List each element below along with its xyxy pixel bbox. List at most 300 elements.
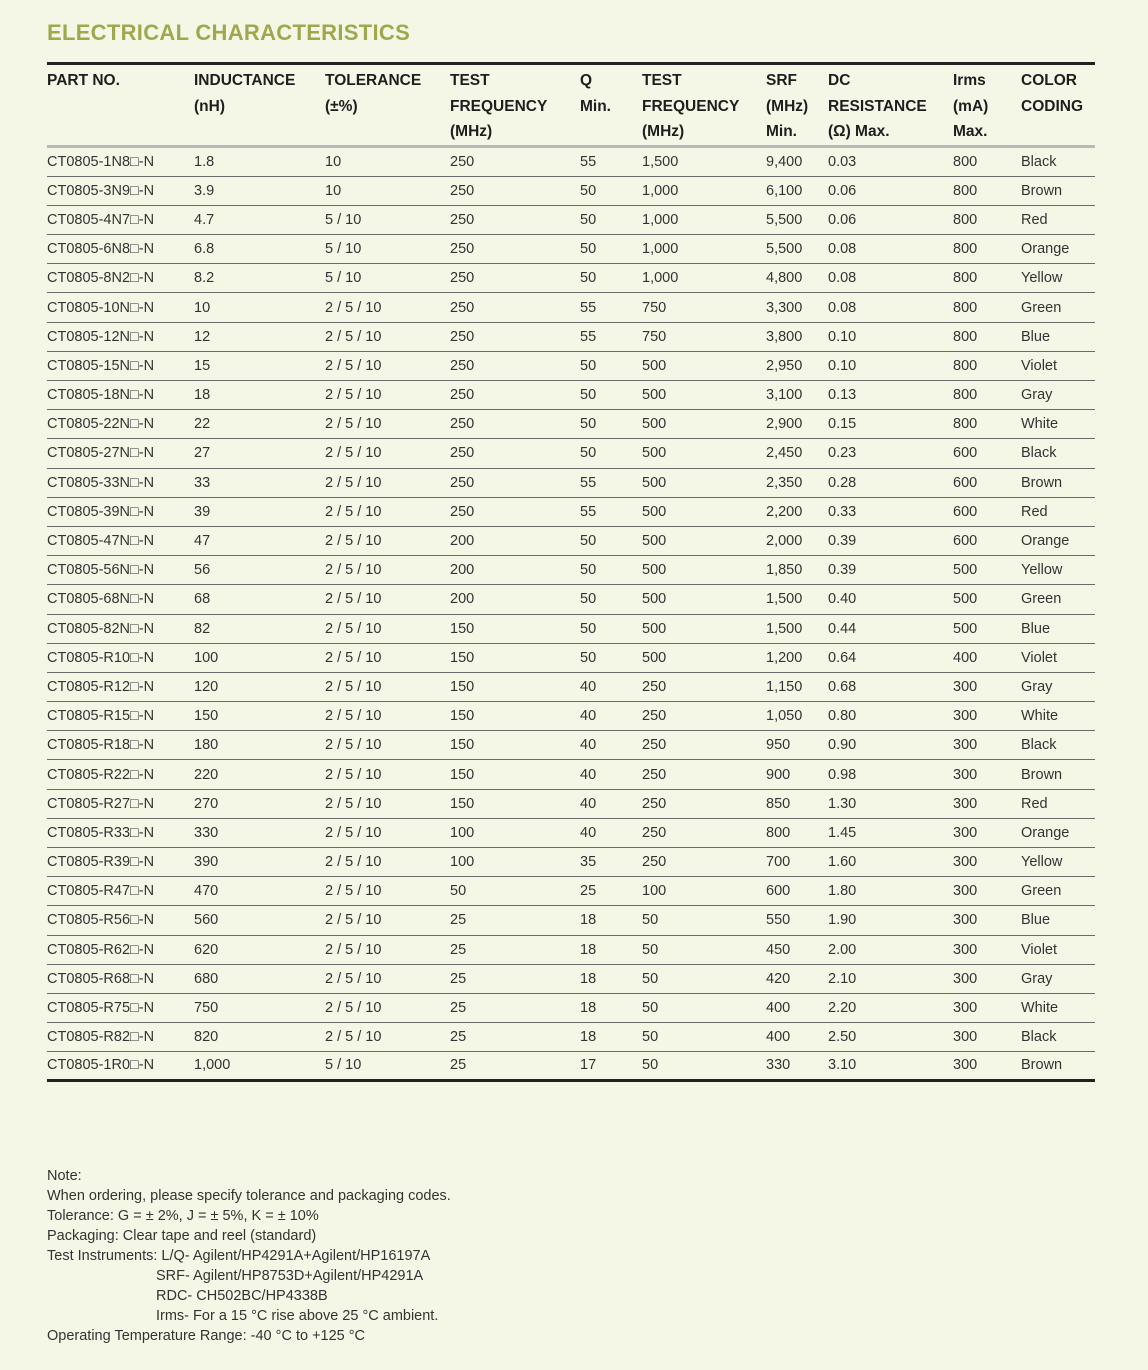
table-cell bbox=[1021, 293, 1095, 322]
table-cell bbox=[325, 469, 450, 498]
table-cell bbox=[828, 760, 953, 789]
table-cell bbox=[766, 556, 828, 585]
table-cell bbox=[1021, 352, 1095, 381]
cell-value: 2,350 bbox=[766, 474, 803, 491]
cell-value: Orange bbox=[1021, 533, 1070, 550]
cell-value: Gray bbox=[1021, 387, 1053, 404]
table-cell bbox=[47, 965, 194, 994]
table-cell bbox=[450, 352, 580, 381]
column-header bbox=[642, 65, 766, 148]
table-cell bbox=[1021, 994, 1095, 1023]
table-cell bbox=[450, 615, 580, 644]
cell-value: 9,400 bbox=[766, 153, 803, 170]
table-cell bbox=[580, 352, 642, 381]
column-header-line: RESISTANCE bbox=[828, 97, 927, 115]
cell-value: 800 bbox=[953, 182, 978, 199]
table-cell bbox=[325, 790, 450, 819]
cell-value: 180 bbox=[194, 737, 219, 754]
cell-value: 150 bbox=[450, 678, 475, 695]
table-cell bbox=[953, 848, 1021, 877]
cell-value: 0.33 bbox=[828, 503, 857, 520]
table-cell bbox=[766, 819, 828, 848]
table-row bbox=[47, 498, 1095, 527]
cell-value: 400 bbox=[953, 649, 978, 666]
table-cell bbox=[642, 439, 766, 468]
cell-value: 250 bbox=[642, 854, 667, 871]
table-cell bbox=[325, 965, 450, 994]
cell-value: 820 bbox=[194, 1029, 219, 1046]
table-cell bbox=[47, 148, 194, 177]
table-cell bbox=[953, 323, 1021, 352]
cell-value: 25 bbox=[450, 941, 467, 958]
table-cell bbox=[580, 702, 642, 731]
table-cell bbox=[194, 965, 325, 994]
cell-value: 1,050 bbox=[766, 708, 803, 725]
table-cell bbox=[766, 790, 828, 819]
cell-value: 250 bbox=[450, 387, 475, 404]
cell-value: 50 bbox=[580, 445, 597, 462]
table-cell bbox=[766, 936, 828, 965]
cell-value: 40 bbox=[580, 708, 597, 725]
table-cell bbox=[1021, 381, 1095, 410]
cell-value: 250 bbox=[642, 708, 667, 725]
cell-value: 35 bbox=[580, 854, 597, 871]
table-row bbox=[47, 556, 1095, 585]
cell-value: 2,000 bbox=[766, 533, 803, 550]
cell-value: 55 bbox=[580, 328, 597, 345]
cell-value: 800 bbox=[953, 211, 978, 228]
cell-value: 50 bbox=[450, 883, 467, 900]
table-cell bbox=[325, 936, 450, 965]
cell-value: 250 bbox=[450, 153, 475, 170]
table-cell bbox=[1021, 877, 1095, 906]
table-row bbox=[47, 1023, 1095, 1052]
cell-value: 25 bbox=[580, 883, 597, 900]
table-cell bbox=[580, 527, 642, 556]
table-cell bbox=[194, 848, 325, 877]
table-cell bbox=[1021, 148, 1095, 177]
cell-value: 500 bbox=[642, 649, 667, 666]
cell-value: 100 bbox=[642, 883, 667, 900]
cell-value: 0.28 bbox=[828, 474, 857, 491]
cell-value: 17 bbox=[580, 1057, 597, 1074]
column-header-line: FREQUENCY bbox=[642, 97, 740, 115]
table-cell bbox=[450, 790, 580, 819]
cell-value: 330 bbox=[194, 824, 219, 841]
table-cell bbox=[953, 439, 1021, 468]
table-cell bbox=[1021, 410, 1095, 439]
table-cell bbox=[953, 877, 1021, 906]
table-cell bbox=[766, 410, 828, 439]
cell-value: 300 bbox=[953, 1029, 978, 1046]
cell-value: 200 bbox=[450, 591, 475, 608]
table-cell bbox=[450, 235, 580, 264]
cell-value: 300 bbox=[953, 941, 978, 958]
table-row bbox=[47, 527, 1095, 556]
cell-value: 950 bbox=[766, 737, 791, 754]
cell-value: 68 bbox=[194, 591, 211, 608]
table-cell bbox=[47, 527, 194, 556]
table-row bbox=[47, 235, 1095, 264]
cell-value: 33 bbox=[194, 474, 211, 491]
table-cell bbox=[325, 177, 450, 206]
cell-value: 4,800 bbox=[766, 270, 803, 287]
cell-value: 2 / 5 / 10 bbox=[325, 357, 382, 374]
table-cell bbox=[47, 819, 194, 848]
cell-value: 2 / 5 / 10 bbox=[325, 883, 382, 900]
cell-value: White bbox=[1021, 416, 1059, 433]
table-cell bbox=[766, 323, 828, 352]
table-row bbox=[47, 352, 1095, 381]
cell-value: 100 bbox=[450, 854, 475, 871]
table-cell bbox=[642, 264, 766, 293]
table-cell bbox=[642, 731, 766, 760]
cell-value: 0.64 bbox=[828, 649, 857, 666]
cell-value: 2 / 5 / 10 bbox=[325, 416, 382, 433]
table-cell bbox=[1021, 527, 1095, 556]
cell-value: 2,450 bbox=[766, 445, 803, 462]
table-cell bbox=[953, 731, 1021, 760]
table-cell bbox=[953, 177, 1021, 206]
table-cell bbox=[580, 410, 642, 439]
cell-value: 2 / 5 / 10 bbox=[325, 795, 382, 812]
table-row bbox=[47, 702, 1095, 731]
cell-value: 18 bbox=[580, 1029, 597, 1046]
table-cell bbox=[828, 206, 953, 235]
cell-value: 2 / 5 / 10 bbox=[325, 854, 382, 871]
table-cell bbox=[450, 527, 580, 556]
table-row bbox=[47, 673, 1095, 702]
cell-value: CT0805-R39□-N bbox=[47, 854, 155, 871]
table-cell bbox=[1021, 731, 1095, 760]
table-cell bbox=[828, 352, 953, 381]
table-cell bbox=[580, 760, 642, 789]
table-cell bbox=[47, 556, 194, 585]
table-row bbox=[47, 323, 1095, 352]
note-instruments-rdc: RDC- CH502BC/HP4338B bbox=[156, 1288, 328, 1304]
cell-value: 1,000 bbox=[642, 241, 679, 258]
cell-value: 50 bbox=[580, 387, 597, 404]
table-cell bbox=[1021, 439, 1095, 468]
cell-value: Black bbox=[1021, 445, 1057, 462]
cell-value: 1,000 bbox=[642, 211, 679, 228]
cell-value: 47 bbox=[194, 533, 211, 550]
table-cell bbox=[47, 264, 194, 293]
table-cell bbox=[766, 264, 828, 293]
cell-value: 0.10 bbox=[828, 357, 857, 374]
table-cell bbox=[766, 848, 828, 877]
cell-value: 40 bbox=[580, 766, 597, 783]
table-cell bbox=[953, 498, 1021, 527]
table-cell bbox=[194, 615, 325, 644]
table-cell bbox=[1021, 323, 1095, 352]
cell-value: 1.8 bbox=[194, 153, 215, 170]
column-header-line: Min. bbox=[766, 123, 797, 140]
table-cell bbox=[642, 760, 766, 789]
table-cell bbox=[828, 177, 953, 206]
table-cell bbox=[766, 177, 828, 206]
cell-value: 22 bbox=[194, 416, 211, 433]
table-cell bbox=[828, 148, 953, 177]
table-cell bbox=[580, 177, 642, 206]
cell-value: 3,100 bbox=[766, 387, 803, 404]
table-cell bbox=[325, 994, 450, 1023]
cell-value: Blue bbox=[1021, 912, 1051, 929]
cell-value: CT0805-R10□-N bbox=[47, 649, 155, 666]
cell-value: 500 bbox=[953, 620, 978, 637]
table-row bbox=[47, 1052, 1095, 1081]
table-row bbox=[47, 877, 1095, 906]
cell-value: 2.10 bbox=[828, 970, 857, 987]
cell-value: Brown bbox=[1021, 182, 1063, 199]
table-cell bbox=[766, 527, 828, 556]
table-cell bbox=[47, 760, 194, 789]
table-cell bbox=[194, 819, 325, 848]
cell-value: 500 bbox=[642, 387, 667, 404]
column-header bbox=[450, 65, 580, 148]
cell-value: 800 bbox=[953, 153, 978, 170]
cell-value: 2 / 5 / 10 bbox=[325, 1000, 382, 1017]
table-cell bbox=[47, 439, 194, 468]
cell-value: 25 bbox=[450, 912, 467, 929]
table-cell bbox=[47, 790, 194, 819]
table-cell bbox=[828, 877, 953, 906]
table-cell bbox=[642, 585, 766, 614]
table-cell bbox=[766, 673, 828, 702]
cell-value: 6.8 bbox=[194, 241, 215, 258]
cell-value: 1.60 bbox=[828, 854, 857, 871]
table-cell bbox=[642, 527, 766, 556]
cell-value: 400 bbox=[766, 1029, 791, 1046]
table-cell bbox=[450, 585, 580, 614]
cell-value: 330 bbox=[766, 1057, 791, 1074]
table-cell bbox=[1021, 965, 1095, 994]
table-cell bbox=[194, 381, 325, 410]
page-title: ELECTRICAL CHARACTERISTICS bbox=[47, 20, 411, 45]
cell-value: 18 bbox=[580, 912, 597, 929]
cell-value: 220 bbox=[194, 766, 219, 783]
cell-value: 18 bbox=[580, 941, 597, 958]
column-header-line: (mA) bbox=[953, 97, 989, 115]
column-header-line: SRF bbox=[766, 72, 797, 89]
cell-value: CT0805-R18□-N bbox=[47, 737, 155, 754]
table-cell bbox=[828, 323, 953, 352]
cell-value: 12 bbox=[194, 328, 211, 345]
table-cell bbox=[642, 965, 766, 994]
table-row bbox=[47, 206, 1095, 235]
table-cell bbox=[580, 264, 642, 293]
cell-value: 5,500 bbox=[766, 241, 803, 258]
table-cell bbox=[580, 381, 642, 410]
table-cell bbox=[325, 702, 450, 731]
cell-value: 2,950 bbox=[766, 357, 803, 374]
table-cell bbox=[450, 381, 580, 410]
cell-value: Red bbox=[1021, 211, 1048, 228]
cell-value: 500 bbox=[642, 474, 667, 491]
cell-value: 750 bbox=[194, 1000, 219, 1017]
table-cell bbox=[580, 469, 642, 498]
table-cell bbox=[642, 177, 766, 206]
cell-value: CT0805-R27□-N bbox=[47, 795, 155, 812]
column-header-line: Max. bbox=[953, 123, 988, 140]
table-cell bbox=[47, 994, 194, 1023]
electrical-characteristics-table bbox=[47, 62, 1095, 1082]
table-cell bbox=[953, 906, 1021, 935]
cell-value: 0.03 bbox=[828, 153, 857, 170]
cell-value: 250 bbox=[450, 241, 475, 258]
cell-value: 300 bbox=[953, 708, 978, 725]
cell-value: 470 bbox=[194, 883, 219, 900]
table-cell bbox=[325, 293, 450, 322]
cell-value: Green bbox=[1021, 883, 1062, 900]
cell-value: 40 bbox=[580, 678, 597, 695]
cell-value: Violet bbox=[1021, 357, 1058, 374]
cell-value: Red bbox=[1021, 795, 1048, 812]
cell-value: 25 bbox=[450, 1000, 467, 1017]
table-cell bbox=[194, 1023, 325, 1052]
table-cell bbox=[642, 848, 766, 877]
cell-value: 25 bbox=[450, 970, 467, 987]
cell-value: 150 bbox=[194, 708, 219, 725]
table-cell bbox=[1021, 585, 1095, 614]
cell-value: 1,150 bbox=[766, 678, 803, 695]
cell-value: 0.08 bbox=[828, 270, 857, 287]
cell-value: 750 bbox=[642, 299, 667, 316]
cell-value: 55 bbox=[580, 299, 597, 316]
table-cell bbox=[953, 235, 1021, 264]
table-cell bbox=[642, 148, 766, 177]
table-cell bbox=[194, 235, 325, 264]
cell-value: 150 bbox=[450, 795, 475, 812]
table-cell bbox=[766, 498, 828, 527]
cell-value: CT0805-10N□-N bbox=[47, 299, 155, 316]
cell-value: 560 bbox=[194, 912, 219, 929]
table-cell bbox=[953, 994, 1021, 1023]
table-cell bbox=[325, 439, 450, 468]
table-row bbox=[47, 381, 1095, 410]
table-row bbox=[47, 177, 1095, 206]
table-cell bbox=[194, 877, 325, 906]
table-cell bbox=[450, 177, 580, 206]
cell-value: 100 bbox=[450, 824, 475, 841]
table-cell bbox=[828, 848, 953, 877]
cell-value: 2,900 bbox=[766, 416, 803, 433]
table-cell bbox=[580, 994, 642, 1023]
cell-value: 250 bbox=[642, 824, 667, 841]
cell-value: 50 bbox=[580, 416, 597, 433]
table-cell bbox=[828, 235, 953, 264]
table-cell bbox=[953, 527, 1021, 556]
table-cell bbox=[580, 790, 642, 819]
table-cell bbox=[642, 293, 766, 322]
cell-value: 1,500 bbox=[766, 620, 803, 637]
cell-value: CT0805-4N7□-N bbox=[47, 211, 155, 228]
table-cell bbox=[325, 323, 450, 352]
cell-value: 150 bbox=[450, 737, 475, 754]
cell-value: 800 bbox=[953, 357, 978, 374]
cell-value: 5 / 10 bbox=[325, 270, 362, 287]
cell-value: 300 bbox=[953, 883, 978, 900]
cell-value: 300 bbox=[953, 854, 978, 871]
cell-value: 50 bbox=[580, 649, 597, 666]
cell-value: CT0805-8N2□-N bbox=[47, 270, 155, 287]
table-cell bbox=[828, 965, 953, 994]
table-cell bbox=[1021, 936, 1095, 965]
table-cell bbox=[828, 556, 953, 585]
note-instruments-irms: Irms- For a 15 °C rise above 25 °C ambient. bbox=[156, 1308, 439, 1324]
table-cell bbox=[828, 1023, 953, 1052]
table-cell bbox=[828, 615, 953, 644]
table-cell bbox=[1021, 1052, 1095, 1081]
cell-value: 0.08 bbox=[828, 241, 857, 258]
cell-value: 2 / 5 / 10 bbox=[325, 970, 382, 987]
table-cell bbox=[828, 410, 953, 439]
column-header-line: INDUCTANCE bbox=[194, 72, 296, 89]
table-cell bbox=[47, 410, 194, 439]
table-cell bbox=[766, 1052, 828, 1081]
cell-value: 55 bbox=[580, 153, 597, 170]
table-cell bbox=[450, 264, 580, 293]
table-cell bbox=[47, 469, 194, 498]
table-cell bbox=[194, 644, 325, 673]
table-cell bbox=[325, 556, 450, 585]
column-header bbox=[1021, 65, 1095, 148]
table-cell bbox=[766, 381, 828, 410]
table-cell bbox=[450, 936, 580, 965]
table-cell bbox=[766, 877, 828, 906]
cell-value: CT0805-R75□-N bbox=[47, 1000, 155, 1017]
cell-value: 0.68 bbox=[828, 678, 857, 695]
table-cell bbox=[450, 848, 580, 877]
cell-value: 6,100 bbox=[766, 182, 803, 199]
cell-value: 250 bbox=[450, 445, 475, 462]
column-header-line: (±%) bbox=[325, 97, 358, 115]
cell-value: 390 bbox=[194, 854, 219, 871]
cell-value: 550 bbox=[766, 912, 791, 929]
cell-value: 2 / 5 / 10 bbox=[325, 328, 382, 345]
cell-value: 25 bbox=[450, 1029, 467, 1046]
cell-value: Blue bbox=[1021, 620, 1051, 637]
table-cell bbox=[194, 498, 325, 527]
table-cell bbox=[642, 1052, 766, 1081]
cell-value: 3.10 bbox=[828, 1057, 857, 1074]
table-cell bbox=[766, 206, 828, 235]
table-cell bbox=[580, 148, 642, 177]
table-cell bbox=[580, 644, 642, 673]
table-cell bbox=[1021, 264, 1095, 293]
cell-value: CT0805-R68□-N bbox=[47, 970, 155, 987]
table-cell bbox=[194, 439, 325, 468]
table-cell bbox=[194, 352, 325, 381]
table-row bbox=[47, 994, 1095, 1023]
table-cell bbox=[1021, 848, 1095, 877]
table-cell bbox=[953, 673, 1021, 702]
cell-value: Yellow bbox=[1021, 270, 1063, 287]
table-cell bbox=[953, 615, 1021, 644]
table-cell bbox=[953, 264, 1021, 293]
table-cell bbox=[194, 323, 325, 352]
table-cell bbox=[828, 644, 953, 673]
table-cell bbox=[766, 615, 828, 644]
table-cell bbox=[450, 498, 580, 527]
table-cell bbox=[325, 585, 450, 614]
cell-value: 250 bbox=[450, 416, 475, 433]
cell-value: 2 / 5 / 10 bbox=[325, 474, 382, 491]
table-cell bbox=[580, 965, 642, 994]
cell-value: 50 bbox=[580, 533, 597, 550]
cell-value: Orange bbox=[1021, 241, 1070, 258]
table-cell bbox=[1021, 498, 1095, 527]
